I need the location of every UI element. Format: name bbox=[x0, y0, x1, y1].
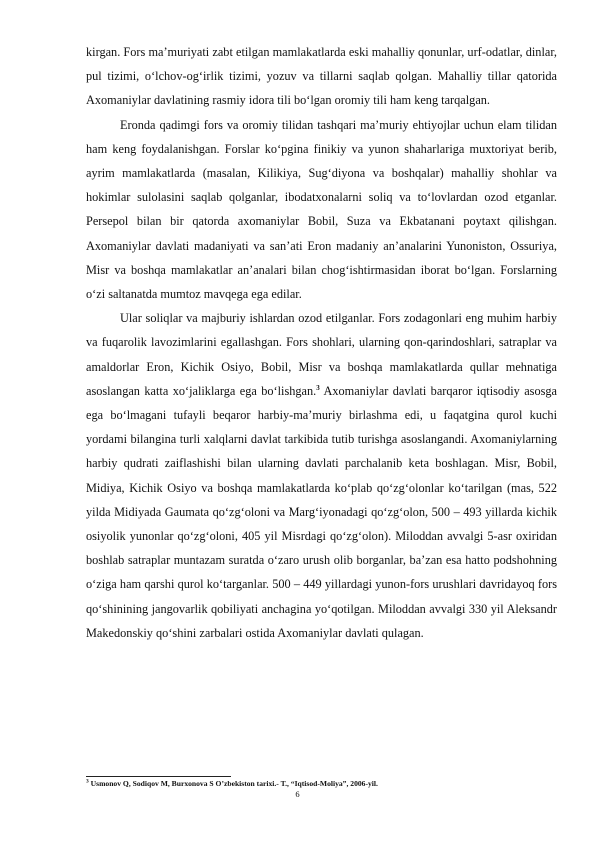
footnote-reference[interactable]: 3 bbox=[316, 383, 320, 392]
paragraph-2: Eronda qadimgi fors va oromiy tilidan tashqari ma’muriy ehtiyojlar uchun elam tilidan ham keng foydalanishgan. Forslar ko‘pgina finikiy va yunon shaharlariga muxtoriyat berib, ayrim mamlakatlarda (masalan, Kilikiya, Sug‘diyona va boshqalar) mahalliy shohlar va hokimlar sulolasini saqlab qolganlar, ibodatxonalarni soliq va to‘lovlardan ozod etganlar. Persepol bilan bir qatorda axomaniylar Bobil, Suza va Ekbatanani poytaxt qilishgan. Axomaniylar davlati madaniyati va san’ati Eron madaniy an’analarini Yunoniston, Ossuriya, Misr va boshqa mamlakatlar an’analari bilan chog‘ishtirmasidan iborat bo‘lgan. Forslarning o‘zi saltanatda mumtoz mavqega ega edilar. bbox=[86, 117, 557, 302]
footnote-text: Usmonov Q, Sodiqov M, Burxonova S O’zbekiston tarixi.- T., “Iqtisod-Moliya”, 2006-yil. bbox=[88, 779, 378, 788]
paragraph-1: kirgan. Fors ma’muriyati zabt etilgan mamlakatlarda eski mahalliy qonunlar, urf-odatlar, dinlar, pul tizimi, o‘lchov-og‘irlik tizimi, yozuv va tillarni saqlab qolgan. Mahalliy tillar qatorida Axomaniylar davlatining rasmiy idora tili bo‘lgan oromiy tili ham keng tarqalgan. bbox=[86, 45, 557, 108]
footnote-separator bbox=[86, 776, 231, 777]
footnote-marker: 3 bbox=[86, 778, 89, 785]
page-body bbox=[86, 40, 557, 645]
paragraph-3-text-a: Ular soliqlar va majburiy ishlardan ozod etilganlar. Fors zodagonlari eng muhim harbiy va fuqarolik lavozimlarini egallashgan. Fors shohlari, ularning qon-qarindoshlari, satraplar va amaldorlar Eron, Kichik Osiyo, Bobil, Misr va boshqa mamlakatlarda qullar mehnatiga asoslangan katta xo‘jaliklarga ega bo‘lishgan. bbox=[86, 311, 557, 398]
paragraph-3-text-b: Axomaniylar davlati barqaror iqtisodiy asosga ega bo‘lmagani tufayli beqaror harbiy-ma’muriy birlashma edi, u faqatgina qurol kuchi yordami bilangina turli xalqlarni davlat tarkibida tutib turishga asoslangandi. Axomaniylarning harbiy qudrati zaiflashishi bilan ularning davlati parchalanib keta boshlagan. Misr, Bobil, Midiya, Kichik Osiyo va boshqa mamlakatlarda ko‘plab qo‘zg‘olonlar ko‘tarilgan (mas, 522 yilda Midiyada Gaumata qo‘zg‘oloni va Marg‘iyonadagi qo‘zg‘olon, 500 – 493 yillarda kichik osiyolik yunonlar qo‘zg‘oloni, 405 yil Misrdagi qo‘zg‘olon). Miloddan avvalgi 5-asr oxiridan boshlab satraplar muntazam suratda o‘zaro urush olib borganlar, ba’zan esa hatto podshohning o‘ziga ham qarshi qurol ko‘targanlar. 500 – 449 yillardagi yunon-fors urushlari davridayoq fors qo‘shinining jangovarlik qobiliyati anchagina yo‘qotilgan. Miloddan avvalgi 330 yil Aleksandr Makedonskiy qo‘shini zarbalari ostida Axomaniylar davlati qulagan. bbox=[86, 383, 557, 640]
paragraph-3 bbox=[86, 306, 557, 645]
page-number: 6 bbox=[295, 789, 300, 799]
